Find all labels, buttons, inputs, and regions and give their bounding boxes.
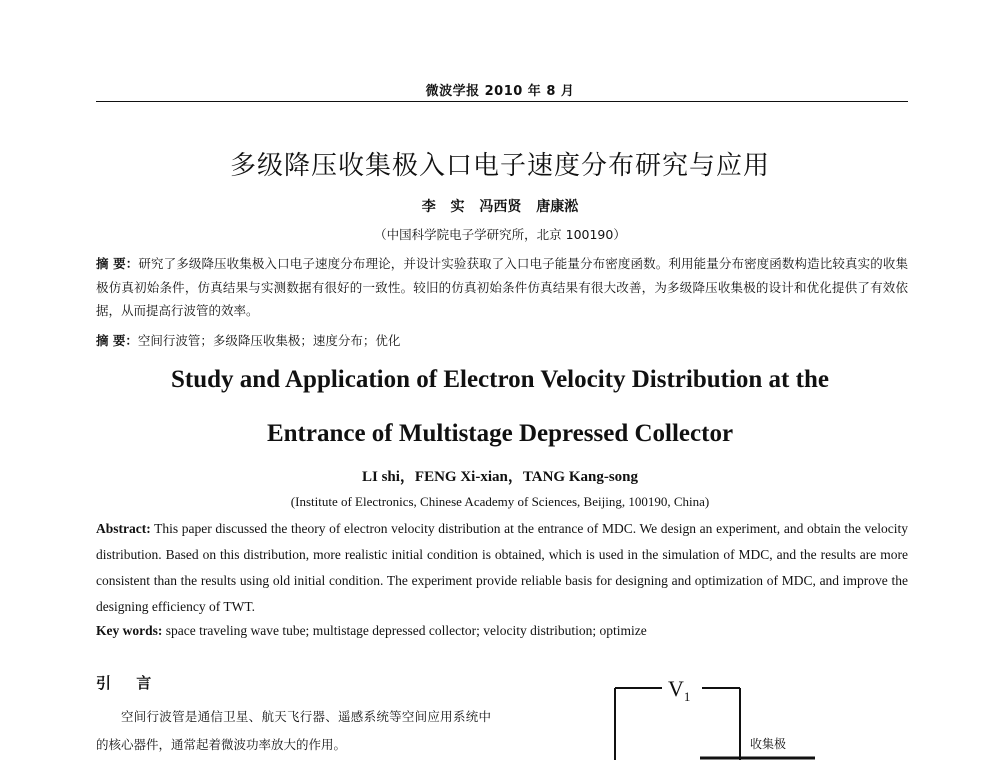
keywords-chinese-text: 空间行波管；多级降压收集极；速度分布；优化	[137, 333, 401, 348]
abstract-english	[96, 516, 908, 620]
circuit-svg	[600, 660, 840, 760]
running-header: 微波学报 2010 年 8 月	[425, 84, 575, 99]
introduction-paragraph: 空间行波管是通信卫星、航天飞行器、遥感系统等空间应用系统中的核心器件，通常起着微波功率放大的作用。	[96, 709, 491, 752]
section-heading-introduction: 引 言	[96, 674, 162, 692]
title-english-line-1: Study and Application of Electron Velocity Distribution at the	[171, 366, 829, 393]
abstract-chinese-label: 摘 要：	[96, 256, 139, 271]
abstract-english-label: Abstract:	[96, 521, 151, 536]
keywords-english-label: Key words:	[96, 623, 163, 638]
keywords-chinese-label: 摘 要：	[96, 333, 138, 348]
affiliation-english: (Institute of Electronics, Chinese Academy of Sciences, Beijing, 100190, China)	[290, 494, 710, 509]
keywords-english	[96, 623, 908, 639]
keywords-english-text: space traveling wave tube; multistage depressed collector; velocity distribution; optimize	[162, 623, 647, 638]
authors-english: LI shi，FENG Xi-xian，TANG Kang-song	[361, 469, 639, 485]
collector-label: 收集极	[750, 737, 787, 751]
affiliation-chinese: （中国科学院电子学研究所，北京 100190）	[374, 227, 626, 242]
abstract-english-text: This paper discussed the theory of electron velocity distribution at the entrance of MDC. We design an experiment, and obtain the velocity distribution. Based on this distribution, more realistic initial condition is obtained, which is used in the simulation of MDC, and the results are more consistent than the results using old initial condition. The experiment provide reliable basis for designing and optimization of MDC, and improve the designing efficiency of TWT.	[96, 521, 908, 614]
header-rule	[96, 101, 908, 102]
collector-circuit-diagram	[600, 660, 840, 760]
voltage-label: $V_1$	[668, 676, 691, 704]
authors-chinese: 李 实 冯西贤 唐康淞	[421, 199, 579, 215]
abstract-chinese-text: 研究了多级降压收集极入口电子速度分布理论，并设计实验获取了入口电子能量分布密度函数。利用能量分布密度函数构造比较真实的收集极仿真初始条件，仿真结果与实测数据有很好的一致性。较旧的仿真初始条件仿真结果有很大改善，为多级降压收集极的设计和优化提供了有效依据，从而提高行波管的效率。	[96, 256, 908, 318]
keywords-chinese	[96, 331, 908, 349]
title-chinese: 多级降压收集极入口电子速度分布研究与应用	[229, 151, 770, 181]
abstract-chinese	[96, 252, 908, 323]
title-english-line-2: Entrance of Multistage Depressed Collector	[266, 420, 734, 447]
